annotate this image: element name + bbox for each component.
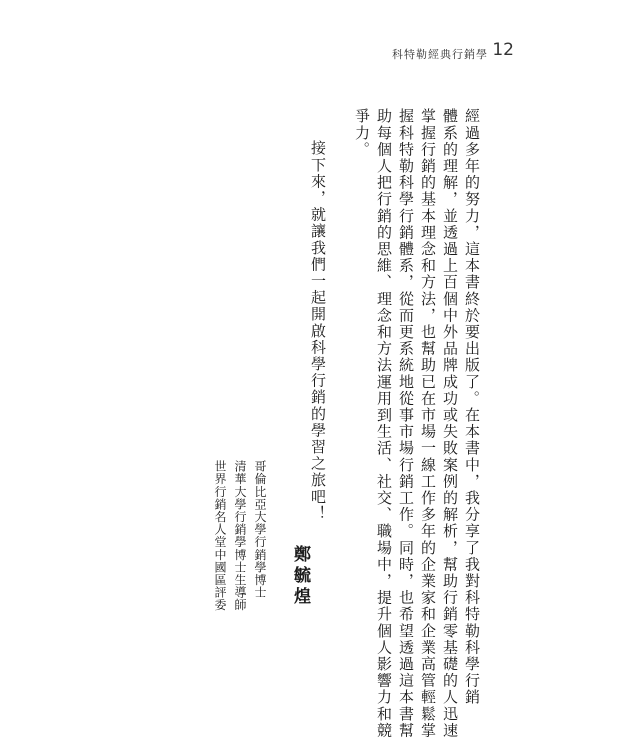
body-column-5: 助每個人把行銷的思維、理念和方法運用到生活、社交、職場中，提升個人影響力和競 (375, 108, 393, 739)
page-number: 12 (492, 40, 514, 60)
body-column-6: 爭力。 (353, 108, 371, 158)
author-signature: 鄭毓煌 (290, 545, 310, 608)
author-credential-2: 清華大學行銷學博士生導師 (233, 460, 247, 612)
body-column-2: 體系的理解，並透過上百個中外品牌成功或失敗案例的解析，幫助行銷零基礎的人迅速 (441, 108, 459, 739)
author-credential-1: 哥倫比亞大學行銷學博士 (253, 460, 267, 599)
body-column-1: 經過多年的努力，這本書終於要出版了。在本書中，我分享了我對科特勒科學行銷 (463, 108, 481, 706)
closing-line: 接下來，就讓我們一起開啟科學行銷的學習之旅吧！ (309, 140, 327, 522)
body-column-3: 掌握行銷的基本理念和方法，也幫助已在市場一線工作多年的企業家和企業高管輕鬆掌 (419, 108, 437, 739)
body-column-4: 握科特勒科學行銷體系，從而更系統地從事市場行銷工作。同時，也希望透過這本書幫 (397, 108, 415, 739)
author-credential-3: 世界行銷名人堂中國區評委 (213, 460, 227, 612)
running-head-title: 科特勒經典行銷學 (392, 48, 488, 61)
